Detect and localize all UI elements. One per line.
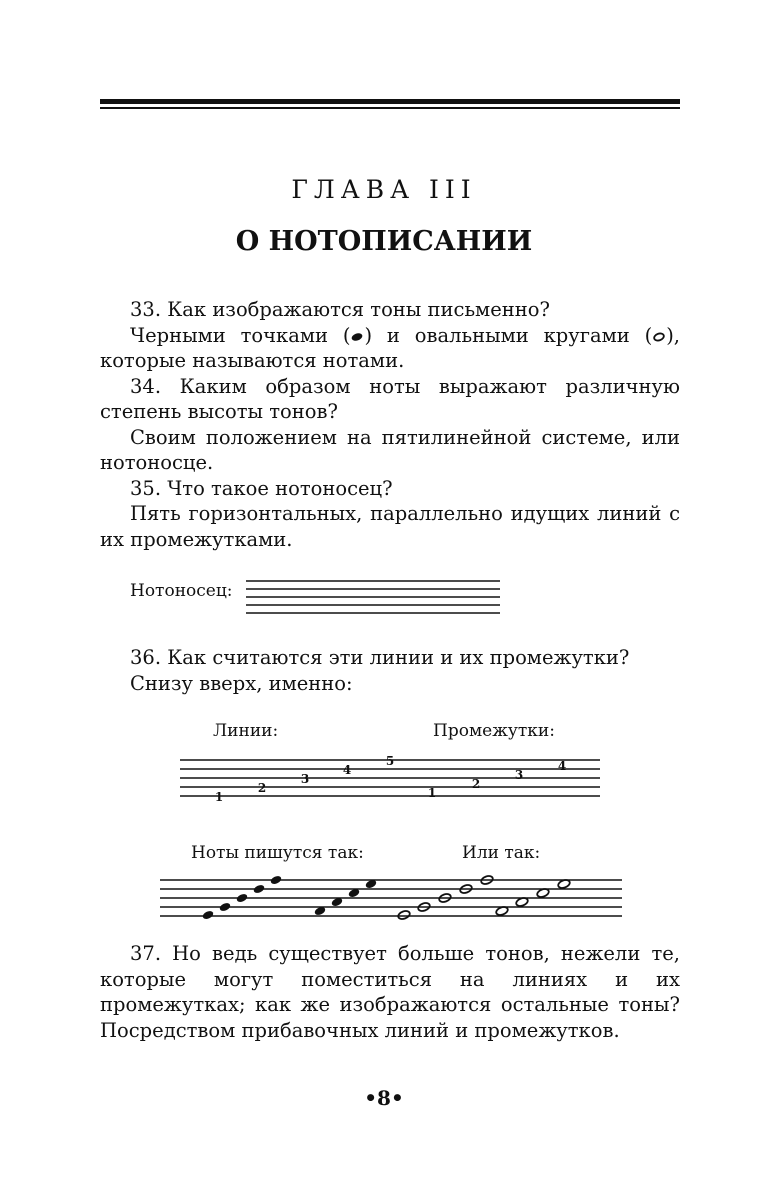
answer-36: Снизу вверх, именно: xyxy=(130,671,353,695)
filled-note xyxy=(219,902,232,913)
line-number-1: 1 xyxy=(214,790,224,804)
filled-note xyxy=(253,884,266,895)
question-35: 35. Что такое нотоносец? xyxy=(130,476,393,500)
space-number-2: 2 xyxy=(471,777,481,791)
filled-note xyxy=(270,875,283,886)
chapter-heading: ГЛАВА III xyxy=(291,175,477,204)
chapter-title: О НОТОПИСАНИИ xyxy=(235,226,533,257)
filled-note xyxy=(236,893,249,904)
answer-34: Своим положением на пятилинейной системе, или нотоносце. xyxy=(100,425,680,474)
answer-33-part1: Черными точками ( xyxy=(130,323,351,347)
answer-33-part3: ), которые называются нотами. xyxy=(100,323,680,372)
space-number-3: 3 xyxy=(514,768,524,782)
notes-label: Ноты пишутся так: xyxy=(191,843,364,863)
answer-33-part2: ) и овальными кругами ( xyxy=(364,323,653,347)
line-number-2: 2 xyxy=(257,781,267,795)
example-staff xyxy=(246,581,500,613)
answer-35: Пять горизонтальных, параллельно идущих линий с их промежутками. xyxy=(100,502,680,551)
lines-label: Линии: xyxy=(213,721,279,741)
question-36: 36. Как считаются эти линии и их промежутки? xyxy=(130,646,630,669)
staff-label: Нотоносец: xyxy=(130,581,233,601)
spaces-label: Промежутки: xyxy=(433,721,555,741)
notes-staff xyxy=(160,880,622,916)
space-number-1: 1 xyxy=(427,786,437,800)
filled-note xyxy=(202,910,215,921)
line-number-3: 3 xyxy=(300,772,310,786)
text-block-question-37 xyxy=(100,941,680,1043)
question-37: 37. Но ведь существует больше тонов, нежели те, которые могут поместиться на линиях и их промежутках; как же изображаются остальные тоны? Посредством прибавочных линий и промежутков. xyxy=(100,942,680,1042)
page-number: •8• xyxy=(364,1086,404,1110)
line-number-5: 5 xyxy=(385,754,395,768)
space-number-4: 4 xyxy=(557,759,567,773)
hollow-note xyxy=(397,910,411,921)
line-number-4: 4 xyxy=(342,763,352,777)
question-34: 34. Каким образом ноты выражают различную степень высоты тонов? xyxy=(100,374,680,423)
or-label: Или так: xyxy=(462,843,541,863)
question-33: 33. Как изображаются тоны письменно? xyxy=(130,298,550,321)
